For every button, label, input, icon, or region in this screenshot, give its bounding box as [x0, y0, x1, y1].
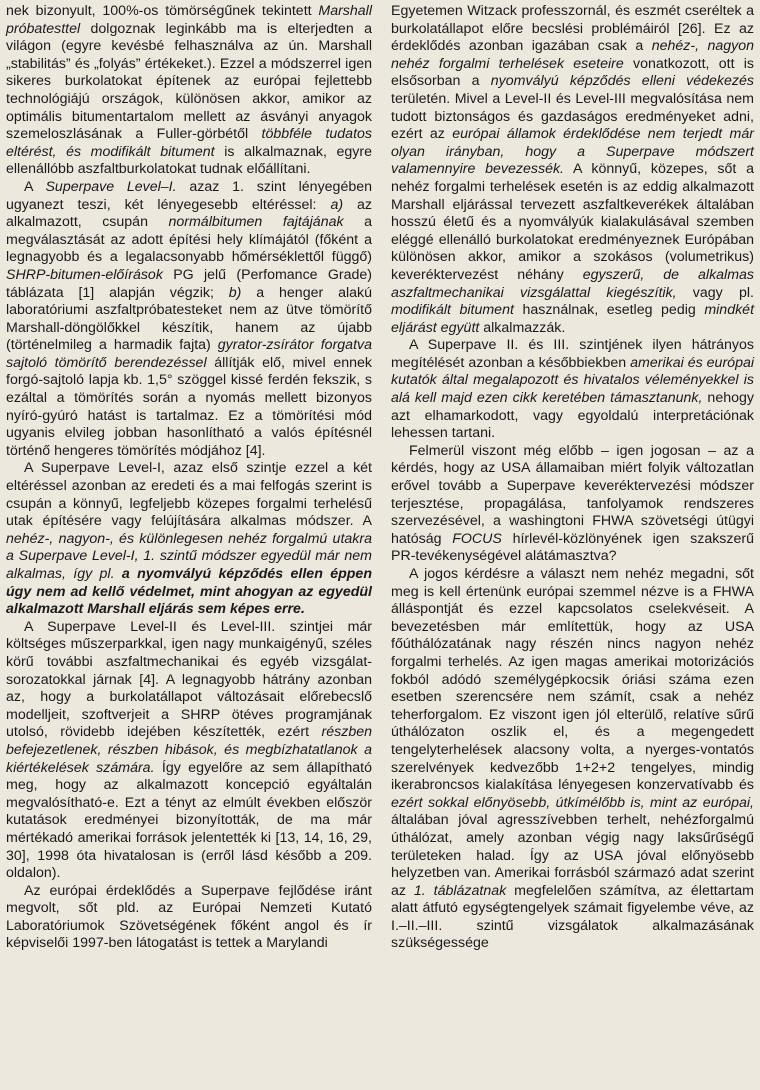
strong-emphasis-run: a nyomvályú képződés ellen éppen úgy nem ad kellő védelmet, mint ahogyan az egyedül alkalmazott Marshall eljárás sem képes erre. — [6, 566, 372, 618]
text-run: A Superpave II. és III. szintjének ilyen hátrányos megítélését azonban a későbbiekben — [391, 337, 754, 371]
text-run: alkalmazzák. — [479, 319, 566, 336]
paragraph — [6, 460, 372, 618]
emphasis-run: európai államok érdeklődése nem terjedt már olyan irányban, hogy a Superpave módszert valamennyire bevezessék. — [391, 126, 754, 178]
text-run: nek bizonyult, 100%-os tömörségűnek tekintett — [6, 3, 319, 19]
text-run: vonatkozott, ott is elsősorban a — [391, 55, 754, 90]
emphasis-run: b) — [228, 284, 242, 301]
text-run: azaz 1. szint lényegében ugyanezt teszi, két lényegesebb eltéréssel: — [6, 178, 373, 213]
text-run: is alkalmaznak, egyre ellenállóbb aszfaltburkolatokat tudnak előállítani. — [6, 143, 372, 178]
emphasis-run: a) — [330, 196, 344, 213]
text-run: állítják elő, mivel ennek forgó-sajtoló lapja kb. 1,5° szöggel kissé ferdén fekszik, s ezáltal a tömörítés során a nyomás mellett bizonyos nyíró-gyúró hatást is tartalmaz. Ez a tömörítési mód ugyanis elvileg jobban hasonlítható a valós építésnél történő hengeres tömörítés módjához [4]. — [6, 354, 372, 459]
text-column-right — [391, 3, 754, 953]
text-run: A könnyű, közepes, sőt a nehéz forgalmi terhelések esetén is az eddig alkalmazott Marshall eljárással tervezett aszfaltkeverékek általában hosszú életű és a nyomvályúk kialakulásával szemben eléggé ellenálló burkolatokat eredményeznek Európában különösen akkor, amikor a szokásos (volumetrikus) keveréktervezést néhány — [391, 161, 754, 283]
emphasis-run: modifikált bitument — [391, 302, 514, 319]
text-run: A Superpave Level-II és Level-III. szintjei már költséges műszerparkkal, igen nagy munkaigényű, széles körű további aszfaltmechanikai és egyéb vizsgálat-sorozatokkal járnak [4]. A legnagyobb hátrány azonban az, hogy a burkolatállapot változásait előrebecslő modelljeit, szoftverjeit a SHRP ötéves programjának utolsó, rövidebb idejében készítették, ezért — [6, 618, 372, 741]
emphasis-run: Superpave Level–I. — [45, 178, 177, 195]
text-run: Így egyelőre az sem állapítható meg, hogy az alkalmazott koncepció egyáltalán megvalósítható-e. Ezt a tényt az elmúlt években először kutatások eredményei bizonyították, de ma már mértékadó amerikai források jelentették ki [13, 14, 16, 29, 30], 1998 óta hivatalosan is (erről lásd később a 209. oldalon). — [6, 759, 372, 882]
emphasis-run: részben befejezetlenek, részben hibások, és megbízhatatlanok a kiértékelések számára. — [6, 724, 372, 776]
text-run: a megválasztását az adott építési hely klímájától (főként a legnagyobb és a legalacsonyabb hőmérséklettől függő) — [6, 214, 372, 266]
emphasis-run: normálbitumen fajtájának — [168, 214, 344, 231]
paragraph — [391, 337, 754, 443]
text-run: az alkalmazott, csupán — [6, 196, 372, 231]
text-run — [115, 566, 122, 582]
text-run: Felmerül viszont még előbb – igen jogosan – az a kérdés, hogy az USA államaiban miért folyik változatlan erővel tovább a Superpave keveréktervezési módszer terjesztése, propagálása, tanfolyamok rendszeres szervezésével, a washingtoni FHWA szövetségi útügyi hatóság — [391, 442, 754, 547]
emphasis-run: egyszerű, de alkalmas aszfaltmechanikai vizsgálattal kiegészítik, — [391, 266, 755, 301]
text-run: általában jóval agresszívebben terhelt, nehézforgalmú úthálózat, amely azonban végig nagy laksűrűségű területeken halad. Így az USA jóval előnyösebb helyzetben van. Amerikai forrásból származó adat szerint az — [391, 812, 754, 899]
emphasis-run: SHRP-bitumen-előírások — [6, 266, 163, 283]
paragraph — [391, 566, 754, 953]
paragraph — [6, 883, 372, 953]
emphasis-run: nehéz-, nagyon nehéz forgalmi terhelések eseteire — [391, 38, 755, 72]
paragraph — [6, 179, 372, 461]
emphasis-run: 1. táblázatnak — [413, 882, 507, 899]
text-run: dolgoznak leginkább ma is elterjedten a világon (egyre kevésbé felhasználva az ún. Marshall „stabilitás” és „folyás” értékeket.). Ezzel a módszerrel igen sikeres burkolatokat építenek az európai fejlettebb technológiájú országok, különösen akkor, amikor az optimális bitumentartalom mellett az ásványi anyagok szemeloszlásának a Fuller-görbétől — [6, 20, 372, 143]
text-run: vagy pl. — [676, 284, 754, 301]
text-run: a henger alakú laboratóriumi aszfaltpróbatesteket nem az ütve tömörítő Marshall-döngölőkkel készítik, hanem az újabb (történelmileg a harmadik fajta) — [6, 284, 372, 354]
emphasis-run: mindkét eljárást együtt — [391, 302, 755, 336]
text-run: PG jelű (Perfomance Grade) táblázata [1] alapján végzik; — [6, 266, 372, 301]
paragraph — [6, 3, 372, 179]
emphasis-run: ezért sokkal előnyösebb, útkímélőbb is, mint az európai, — [391, 794, 754, 811]
emphasis-run: Marshall próbatesttel — [6, 3, 372, 37]
text-run: nehogy azt elhamarkodott, vagy egyoldalú interpretációnak lehessen tartani. — [391, 390, 754, 442]
emphasis-run: amerikai és európai kutatók által megalapozott és hivatalos véleményekkel is alá kell majd ezen cikk keretében támasztanunk, — [391, 354, 754, 407]
text-run: A — [24, 178, 46, 195]
emphasis-run: többféle tudatos eltérést, és modifikált bitument — [6, 126, 372, 160]
paragraph — [6, 619, 372, 883]
text-run: A Superpave Level-I, azaz első szintje ezzel a két eltéréssel azonban az eredeti és a mai felfogás szerint is csupán a könnyű, legfeljebb közepes forgalmi terhelésű utak építésére vagy felújítására alkalmas módszer. A — [6, 460, 372, 530]
text-column-left — [6, 3, 372, 953]
text-run: A jogos kérdésre a választ nem nehéz megadni, sőt meg is kell értenünk európai szemmel nézve is a FHWA álláspontját és ezzel kapcsolatos cselekvéseit. A bevezetésben már említettük, hogy az USA főúthálózatának nagy részén nincs nagyon nehéz forgalmi terhelés. Az igen magas amerikai motorizációs fokból adódó személygépkocsik óriási száma ezen esetben szerencsére nem számít, csak a nehéz teherforgalom. Ez viszont igen jól elterülő, relatíve sűrű úthálózaton oszlik el, és a megengedett tengelyterhelések alacsony volta, a nyerges-vontatós szerelvények kedvezőbb 1+2+2 tengelyes, mindig ikerabroncsos kialakítása lényegesen konzervatívabb és — [391, 566, 754, 794]
text-run: Az európai érdeklődés a Superpave fejlődése iránt megvolt, sőt pld. az Európai Nemzeti Kutató Laboratóriumok Szövetségének főként angol és ír képviselői 1997-ben látogatást is tettek a Marylandi — [6, 882, 372, 952]
paragraph — [391, 3, 754, 337]
text-run: területén. Mivel a Level-II és Level-III megvalósítása nem tudott biztonságos és gazdaságos eredményeket adni, ezért az — [391, 90, 754, 143]
text-run: használnak, esetleg pedig — [513, 302, 705, 319]
text-run: hírlevél-közlönyének igen szakszerű PR-tevékenységével alátámasztva? — [391, 530, 754, 565]
text-run: megfelelően számítva, az élettartam alatt átfutó egységtengelyek számait figyelembe véve, az I.–II.–III. szintű vizsgálatok alkalmazásának szükségessége — [391, 882, 754, 952]
emphasis-run: nyomvályú képződés elleni védekezés — [490, 73, 754, 90]
paragraph — [391, 443, 754, 566]
emphasis-run: gyrator-zsírátor forgatva sajtoló tömörítő berendezéssel — [6, 337, 372, 371]
emphasis-run: nehéz-, nagyon-, és különlegesen nehéz forgalmú utakra a Superpave Level-I, 1. szintű módszer egyedül már nem alkalmas, így pl. — [6, 530, 372, 582]
text-run: Egyetemen Witzack professzornál, és eszmét cseréltek a burkolatállapot előre becslési problémáiról [26]. Ez az érdeklődés azonban igazában csak a — [391, 3, 754, 55]
emphasis-run: FOCUS — [452, 530, 502, 547]
